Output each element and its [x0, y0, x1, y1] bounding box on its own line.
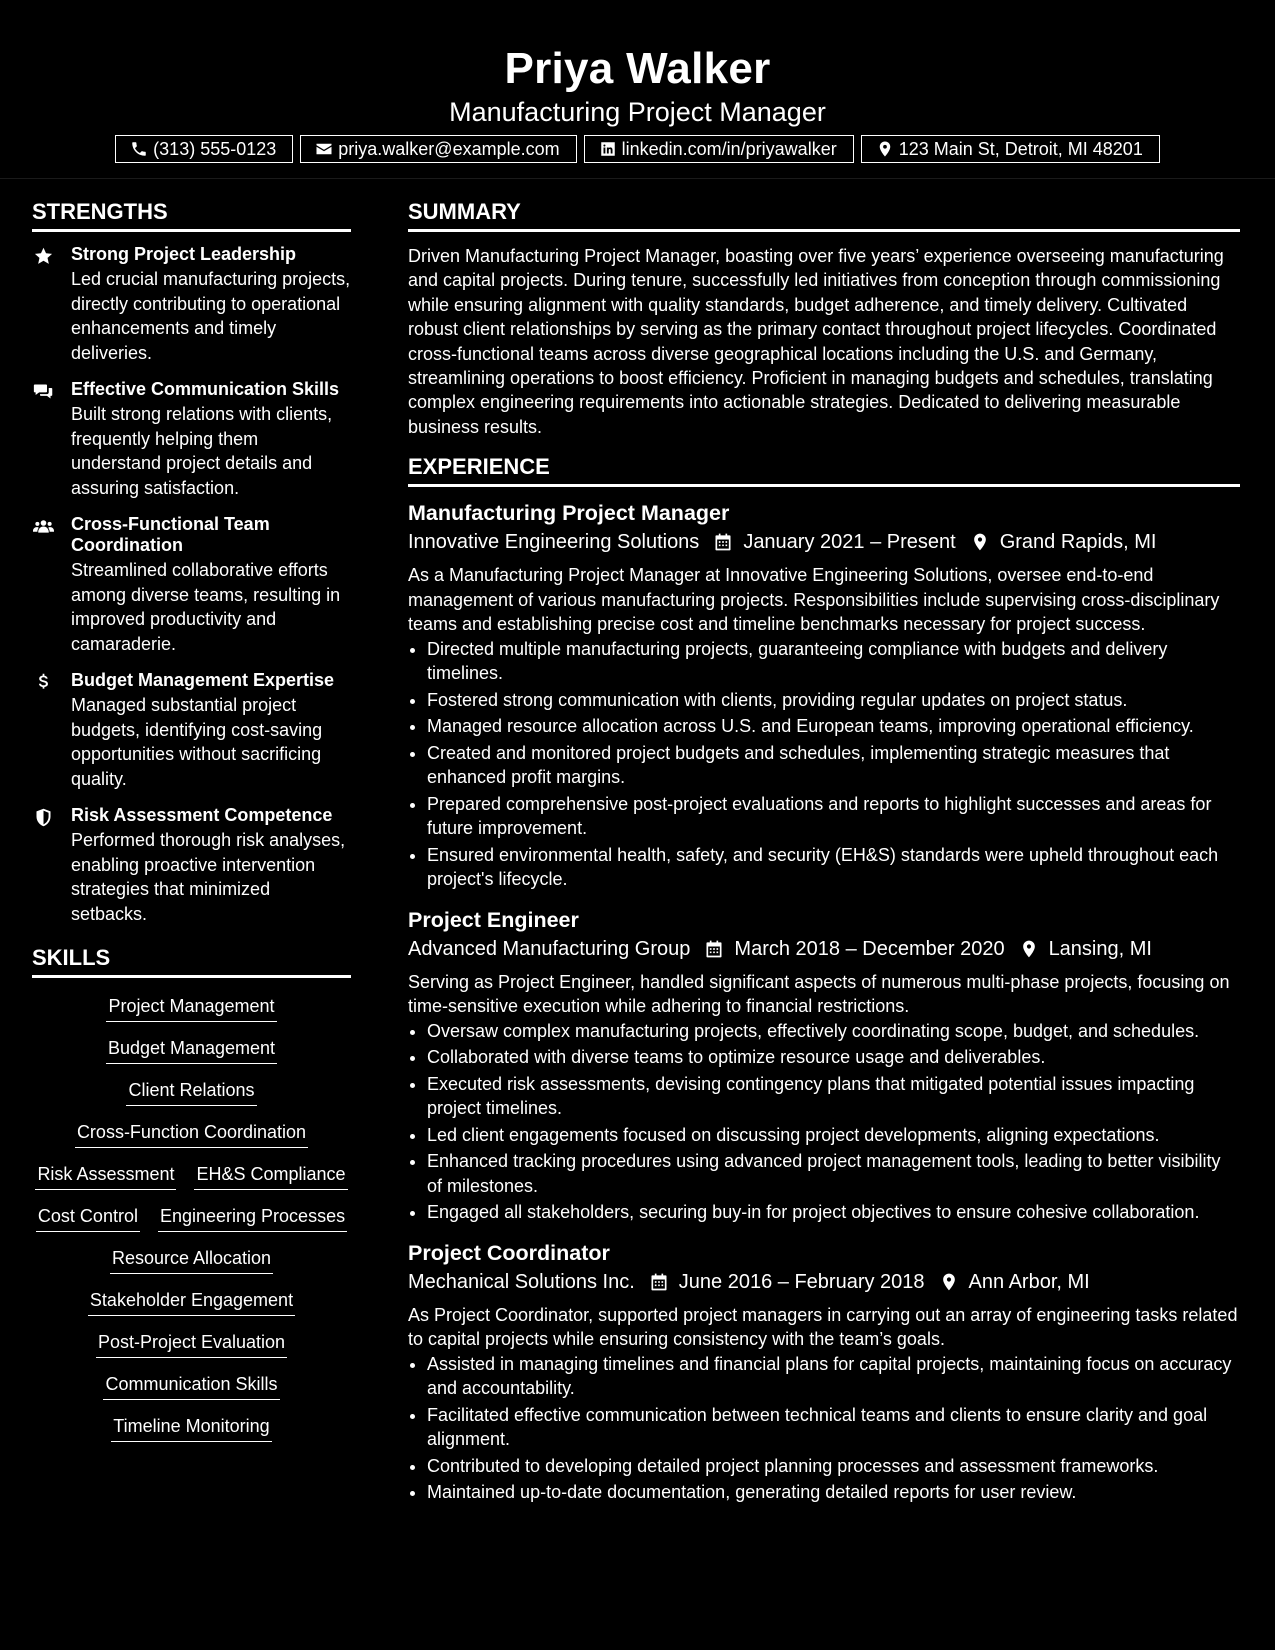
job-title: Manufacturing Project Manager [408, 501, 730, 526]
job-title: Project Engineer [408, 907, 579, 932]
job-title: Project Coordinator [408, 1240, 610, 1265]
shield-icon [33, 807, 54, 828]
job-bullet: • Contributed to developing detailed project planning processes and assessment frameworks. [427, 1454, 1240, 1479]
job-description: As Project Coordinator, supported project managers in carrying out an array of engineering tasks related to capital projects while ensuring consistency with the team’s goals. [408, 1304, 1238, 1350]
job-description: Serving as Project Engineer, handled significant aspects of numerous multi-phase projects, focusing on time-sensitive execution while adhering to financial restrictions. [408, 971, 1230, 1017]
job-bullet: • Executed risk assessments, devising contingency plans that mitigated potential issues impacting project timelines. [427, 1072, 1240, 1121]
job-bullet: • Facilitated effective communication between technical teams and clients to ensure clarity and goal alignment. [427, 1403, 1240, 1452]
skill-tag: Project Management [106, 994, 276, 1022]
address-text: 123 Main St, Detroit, MI 48201 [898, 138, 1143, 159]
map-marker-icon [876, 140, 894, 158]
job-bullets [408, 1352, 1240, 1505]
job-bullet: • Prepared comprehensive post-project evaluations and reports to highlight successes and areas for future improvement. [427, 792, 1240, 841]
linkedin-icon [599, 140, 617, 158]
skill-tag: Post-Project Evaluation [96, 1330, 287, 1358]
job-bullet: • Directed multiple manufacturing projects, guaranteeing compliance with budgets and delivery timelines. [427, 637, 1240, 686]
calendar-icon [704, 939, 724, 959]
candidate-role: Manufacturing Project Manager [449, 97, 826, 127]
strength-item [32, 379, 351, 500]
strength-title: Cross-Functional Team Coordination [71, 514, 270, 555]
strength-title: Effective Communication Skills [71, 379, 340, 399]
strength-description: Built strong relations with clients, frequently helping them understand project details and assuring satisfaction. [71, 404, 333, 498]
job-company: Innovative Engineering Solutions [408, 531, 700, 554]
strength-description: Performed thorough risk analyses, enabling proactive intervention strategies that minimized setbacks. [71, 830, 346, 924]
job-company: Advanced Manufacturing Group [408, 937, 691, 960]
strength-description: Led crucial manufacturing projects, directly contributing to operational enhancements and timely deliveries. [71, 269, 351, 363]
star-icon [33, 246, 54, 267]
envelope-icon [315, 140, 333, 158]
skill-tag: Risk Assessment [35, 1162, 176, 1190]
map-marker-icon [939, 1272, 959, 1292]
resume-header [0, 0, 1275, 179]
comments-icon [33, 381, 54, 402]
skill-tag: Communication Skills [103, 1372, 279, 1400]
job-meta [408, 934, 1240, 964]
strength-item [32, 244, 351, 365]
job-dates: March 2018 – December 2020 [734, 937, 1005, 960]
job-dates: June 2016 – February 2018 [678, 1270, 925, 1293]
job-bullet: • Oversaw complex manufacturing projects, effectively coordinating scope, budget, and schedules. [427, 1019, 1240, 1044]
job-location: Ann Arbor, MI [968, 1270, 1090, 1293]
job-location: Lansing, MI [1048, 937, 1152, 960]
users-icon [33, 516, 54, 537]
email-text: priya.walker@example.com [338, 138, 560, 159]
job-bullet: • Maintained up-to-date documentation, generating detailed reports for user review. [427, 1480, 1240, 1505]
job-bullet: • Engaged all stakeholders, securing buy-in for project objectives to ensure cohesive collaboration. [427, 1200, 1240, 1225]
strengths-heading: STRENGTHS [32, 198, 351, 232]
contact-address[interactable] [861, 135, 1160, 163]
job-meta [408, 1267, 1240, 1297]
job-bullet: • Fostered strong communication with clients, providing regular updates on project status. [427, 688, 1240, 713]
job-description: As a Manufacturing Project Manager at Innovative Engineering Solutions, oversee end-to-end management of various manufacturing projects. Responsibilities include supervising cross-disciplinary teams and establishing precise cost and timeline benchmarks necessary for project success. [408, 565, 1220, 635]
job-meta [408, 527, 1240, 557]
skill-tag: Budget Management [106, 1036, 277, 1064]
job-location: Grand Rapids, MI [999, 531, 1157, 554]
contact-bar [0, 135, 1275, 163]
skill-tag: Client Relations [126, 1078, 256, 1106]
skills-list [32, 990, 351, 1442]
strength-description: Managed substantial project budgets, identifying cost-saving opportunities without sacrificing quality. [71, 695, 323, 789]
candidate-name: Priya Walker [504, 44, 771, 93]
linkedin-text: linkedin.com/in/priyawalker [621, 138, 837, 159]
calendar-icon [649, 1272, 669, 1292]
strength-item [32, 805, 351, 926]
strength-description: Streamlined collaborative efforts among diverse teams, resulting in improved productivity and camaraderie. [71, 560, 341, 654]
contact-email[interactable] [300, 135, 576, 163]
job-bullets [408, 637, 1240, 892]
map-marker-icon [970, 532, 990, 552]
left-column [32, 198, 351, 1442]
strength-item [32, 514, 351, 656]
strength-item [32, 670, 351, 791]
phone-icon [130, 140, 148, 158]
strength-title: Risk Assessment Competence [71, 805, 333, 825]
skill-tag: Cross-Function Coordination [75, 1120, 308, 1148]
strength-title: Strong Project Leadership [71, 244, 297, 264]
job-bullet: • Enhanced tracking procedures using advanced project management tools, leading to better visibility of milestones. [427, 1149, 1240, 1198]
skill-tag: Cost Control [36, 1204, 140, 1232]
right-column [408, 198, 1240, 1519]
job-bullet: • Collaborated with diverse teams to optimize resource usage and deliverables. [427, 1045, 1240, 1070]
job-dates: January 2021 – Present [743, 531, 956, 554]
contact-linkedin[interactable] [584, 135, 854, 163]
summary-text: Driven Manufacturing Project Manager, boasting over five years’ experience overseeing manufacturing and capital projects. During tenure, successfully led initiatives from conception through commissioning while ensuring alignment with quality standards, budget adherence, and timely delivery. Cultivated robust client relationships by serving as the primary contact throughout project lifecycles. Coordinated cross-functional teams across diverse geographical locations including the U.S. and Germany, streamlining operations to boost efficiency. Proficient in managing budgets and schedules, translating complex engineering requirements into actionable strategies. Dedicated to delivering measurable business results. [408, 246, 1224, 437]
skill-tag: Timeline Monitoring [111, 1414, 271, 1442]
job-bullet: • Ensured environmental health, safety, and security (EH&S) standards were upheld throughout each project's lifecycle. [427, 843, 1240, 892]
skill-tag: EH&S Compliance [194, 1162, 347, 1190]
skill-tag: Stakeholder Engagement [88, 1288, 295, 1316]
job-bullet: • Created and monitored project budgets and schedules, implementing strategic measures that enhanced profit margins. [427, 741, 1240, 790]
contact-phone[interactable] [115, 135, 293, 163]
job-bullet: • Led client engagements focused on discussing project developments, aligning expectations. [427, 1123, 1240, 1148]
job-entry [408, 906, 1240, 1225]
calendar-icon [713, 532, 733, 552]
phone-text: (313) 555-0123 [153, 138, 277, 159]
strength-title: Budget Management Expertise [71, 670, 335, 690]
job-bullet: • Assisted in managing timelines and financial plans for capital projects, maintaining focus on accuracy and accountability. [427, 1352, 1240, 1401]
summary-heading: SUMMARY [408, 198, 1240, 232]
experience-heading: EXPERIENCE [408, 453, 1240, 487]
dollar-icon [33, 672, 54, 693]
job-entry [408, 499, 1240, 892]
skill-tag: Resource Allocation [110, 1246, 273, 1274]
skills-heading: SKILLS [32, 944, 351, 978]
job-company: Mechanical Solutions Inc. [408, 1270, 635, 1293]
job-bullet: • Managed resource allocation across U.S. and European teams, improving operational efficiency. [427, 714, 1240, 739]
map-marker-icon [1019, 939, 1039, 959]
job-bullets [408, 1019, 1240, 1225]
job-entry [408, 1239, 1240, 1505]
skill-tag: Engineering Processes [158, 1204, 347, 1232]
